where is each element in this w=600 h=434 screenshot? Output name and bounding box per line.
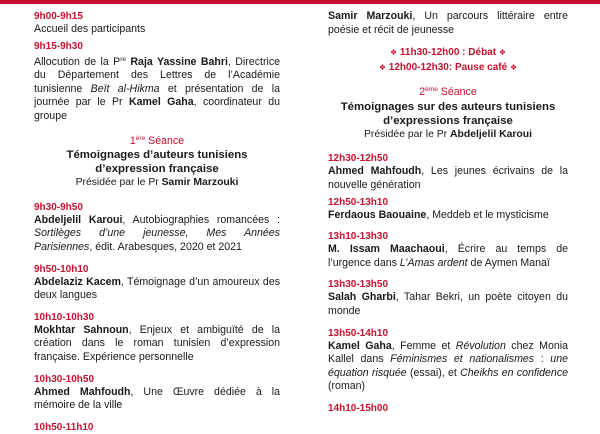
- person-name: Samir Marzouki: [161, 177, 239, 189]
- diamond-icon: ❖: [378, 63, 387, 73]
- speaker-name: Abdelaziz Kacem: [34, 275, 121, 288]
- session-title: [34, 148, 280, 176]
- text-fragment: Présidée par le Pr: [75, 177, 159, 189]
- session-chair: [34, 176, 280, 190]
- text-fragment: :: [540, 353, 544, 366]
- text-fragment: chez Monia Kallel dans: [328, 339, 568, 366]
- speaker-name: Ferdaous Baouaine: [328, 208, 427, 221]
- person-name: Kamel Gaha: [128, 96, 194, 109]
- coffee-break: [328, 60, 568, 75]
- work-title: Féminismes et nationalismes: [390, 353, 535, 366]
- talk-entry: [328, 291, 568, 318]
- time-slot: 10h10-10h30: [34, 311, 95, 323]
- talk-entry: [34, 276, 280, 303]
- time-slot: 9h50-10h10: [34, 263, 89, 275]
- talk-title: , Témoignage d’un amoureux des deux langues: [34, 275, 281, 302]
- text-fragment: (roman): [328, 380, 366, 393]
- talk-title: , Enjeux et ambiguïté de la création dans le roman tunisien d’expression française. Expérience personnelle: [34, 323, 280, 363]
- talk-entry: [328, 10, 568, 37]
- program-right-column: [328, 10, 568, 415]
- time-slot: 13h50-14h10: [328, 327, 389, 339]
- person-name: Abdeljelil Karoui: [450, 128, 533, 140]
- speaker-name: Ahmed Mahfoudh: [328, 165, 422, 178]
- session-word: Séance: [440, 86, 477, 99]
- speaker-name: Mokhtar Sahnoun: [34, 323, 129, 336]
- time-slot: 10h50-11h10: [34, 421, 94, 433]
- time-slot: 12h50-13h10: [328, 196, 389, 208]
- talk-title: , Meddeb et le mysticisme: [426, 208, 549, 221]
- work-title: L’Amas ardent: [399, 256, 468, 269]
- diamond-icon: ❖: [498, 48, 507, 58]
- institution-name: Beït al-Hikma: [90, 82, 160, 95]
- diamond-icon: ❖: [509, 63, 518, 73]
- session-suffix: ème: [425, 86, 438, 94]
- work-title: Cheikhs en confidence: [460, 366, 569, 379]
- session-number: 1: [129, 134, 136, 147]
- text-fragment: , Autobiographies romancées :: [122, 213, 280, 226]
- talk-entry: [328, 340, 568, 394]
- session-title-line: d’expression française: [95, 163, 219, 176]
- speaker-name: M. Issam Maachaoui: [328, 243, 445, 256]
- session-heading: [328, 83, 568, 100]
- time-slot: 9h30-9h50: [34, 201, 83, 213]
- session-chair: [328, 128, 568, 142]
- text-fragment: de Aymen Manaï: [470, 256, 550, 269]
- talk-entry: [34, 386, 280, 413]
- talk-entry: [328, 209, 568, 223]
- person-name: Raja Yassine Bahri: [130, 55, 228, 68]
- text-fragment: , coordinateur du groupe: [34, 96, 280, 122]
- session-number: 2: [419, 86, 426, 99]
- talk-title: , Une Œuvre dédiée à la mémoire de la ville: [34, 385, 280, 412]
- session-title-line: d’expressions française: [383, 114, 513, 127]
- opening-speech: [34, 53, 280, 124]
- work-title: Sortilèges d’une jeunesse, Mes Années Parisiennes: [34, 227, 280, 253]
- break-label: 11h30-12h00 : Débat: [399, 47, 497, 59]
- talk-entry: [328, 243, 568, 270]
- talk-entry: [34, 214, 280, 255]
- program-left-column: [34, 10, 280, 434]
- text-fragment: Allocution de la P: [34, 55, 121, 68]
- talk-entry: [34, 324, 280, 365]
- text-fragment: et présentation de la journée par le Pr: [34, 82, 280, 109]
- talk-entry: [328, 165, 568, 192]
- session-heading: [34, 132, 280, 149]
- diamond-icon: ❖: [389, 48, 398, 58]
- text-fragment: , Femme et: [391, 339, 451, 352]
- time-slot: 9h00-9h15: [34, 11, 83, 22]
- session-title-line: Témoignages sur des auteurs tunisiens: [340, 100, 556, 113]
- session-word: Séance: [148, 134, 185, 147]
- break-label: 12h00-12h30: Pause café: [388, 62, 508, 74]
- text-fragment: Présidée par le Pr: [363, 128, 448, 140]
- time-slot: 14h10-15h00: [328, 402, 389, 414]
- talk-title: , Les jeunes écrivains de la nouvelle génération: [328, 165, 568, 191]
- header-band: [0, 0, 600, 4]
- time-slot: 13h30-13h50: [328, 279, 389, 291]
- text-fragment: re: [120, 55, 126, 63]
- welcome-text: Accueil des participants: [34, 23, 146, 35]
- talk-title: , Un parcours littéraire entre poésie et récit de jeunesse: [328, 10, 568, 36]
- debate-break: [328, 45, 568, 60]
- text-fragment: , Écrire au temps de l’urgence dans: [328, 243, 568, 269]
- session-title: [328, 100, 568, 128]
- speaker-name: Abdeljelil Karoui: [34, 213, 123, 226]
- work-title: Révolution: [455, 339, 506, 352]
- speaker-name: Samir Marzouki: [328, 10, 413, 22]
- speaker-name: Kamel Gaha: [328, 339, 392, 352]
- speaker-name: Ahmed Mahfoudh: [34, 385, 131, 398]
- session-suffix: ère: [135, 134, 146, 142]
- session-title-line: Témoignages d’auteurs tunisiens: [66, 149, 248, 162]
- text-fragment: , édit. Arabesques, 2020 et 2021: [89, 240, 242, 253]
- text-fragment: , Directrice du Département des Lettres de l’Académie tunisienne: [34, 55, 281, 95]
- time-slot: 10h30-10h50: [34, 373, 95, 385]
- work-title: une équation risquée: [328, 353, 568, 379]
- time-slot: 12h30-12h50: [328, 153, 389, 165]
- time-slot: 13h10-13h30: [328, 231, 389, 243]
- time-slot: 9h15-9h30: [34, 40, 83, 52]
- speaker-name: Salah Gharbi: [328, 291, 396, 304]
- text-fragment: (essai), et: [409, 366, 457, 379]
- talk-title: , Tahar Bekri, un poète citoyen du monde: [328, 291, 568, 317]
